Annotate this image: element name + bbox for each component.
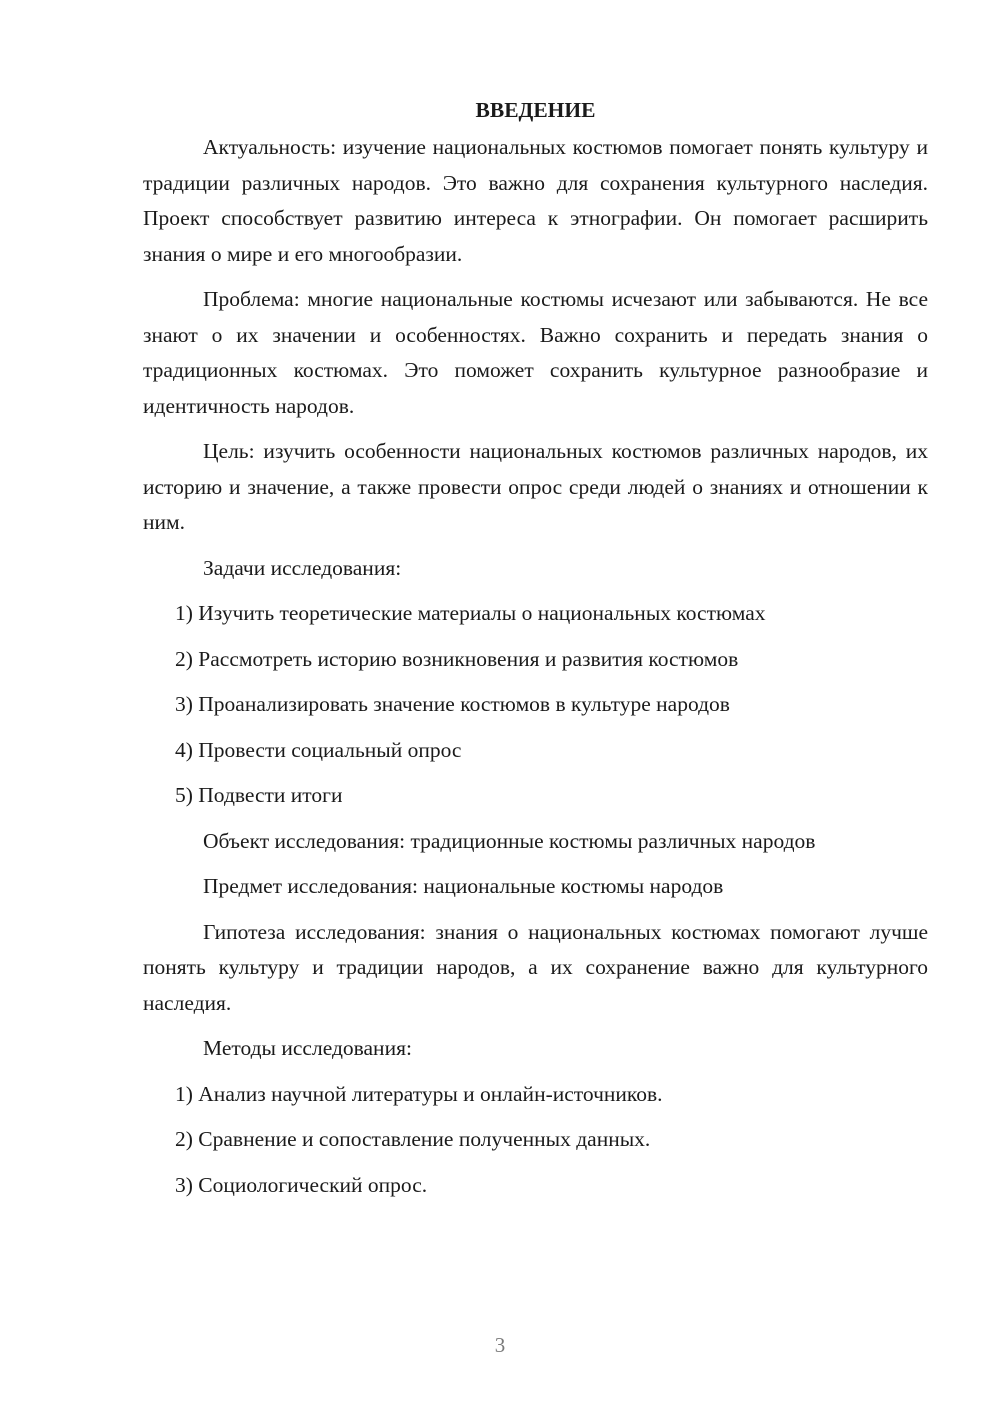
hypothesis-paragraph: Гипотеза исследования: знания о национальных костюмах помогают лучше понять культуру и традиции народов, а их сохранение важно для культурного наследия. bbox=[143, 919, 928, 1015]
page-number: 3 bbox=[494, 1333, 506, 1357]
list-item: 1) Анализ научной литературы и онлайн-источников. bbox=[175, 1081, 663, 1106]
relevance-paragraph: Актуальность: изучение национальных костюмов помогает понять культуру и традиции различных народов. Это важно для сохранения культурного наследия. Проект способствует развитию интереса к этнографии. Он помогает расширить знания о мире и его многообразии. bbox=[143, 135, 928, 266]
subject-line: Предмет исследования: национальные костюмы народов bbox=[203, 874, 724, 898]
object-line: Объект исследования: традиционные костюмы различных народов bbox=[203, 828, 816, 853]
list-item: 1) Изучить теоретические материалы о национальных костюмах bbox=[175, 601, 766, 625]
goal-paragraph: Цель: изучить особенности национальных костюмов различных народов, их историю и значение, а также провести опрос среди людей о знаниях и отношении к ним. bbox=[143, 439, 928, 534]
methods-label: Методы исследования: bbox=[203, 1036, 412, 1060]
document-body bbox=[143, 93, 928, 1213]
list-item: 4) Провести социальный опрос bbox=[175, 737, 462, 762]
list-item: 2) Сравнение и сопоставление полученных данных. bbox=[175, 1127, 651, 1151]
list-item: 2) Рассмотреть историю возникновения и развития костюмов bbox=[175, 646, 739, 671]
problem-paragraph: Проблема: многие национальные костюмы исчезают или забываются. Не все знают о их значении и особенностях. Важно сохранить и передать знания о традиционных костюмах. Это поможет сохранить культурное разнообразие и идентичность народов. bbox=[143, 287, 928, 418]
section-title: ВВЕДЕНИЕ bbox=[475, 98, 596, 122]
tasks-label: Задачи исследования: bbox=[203, 555, 402, 580]
list-item: 3) Проанализировать значение костюмов в культуре народов bbox=[175, 692, 730, 716]
list-item: 3) Социологический опрос. bbox=[175, 1172, 428, 1197]
list-item: 5) Подвести итоги bbox=[175, 783, 343, 807]
